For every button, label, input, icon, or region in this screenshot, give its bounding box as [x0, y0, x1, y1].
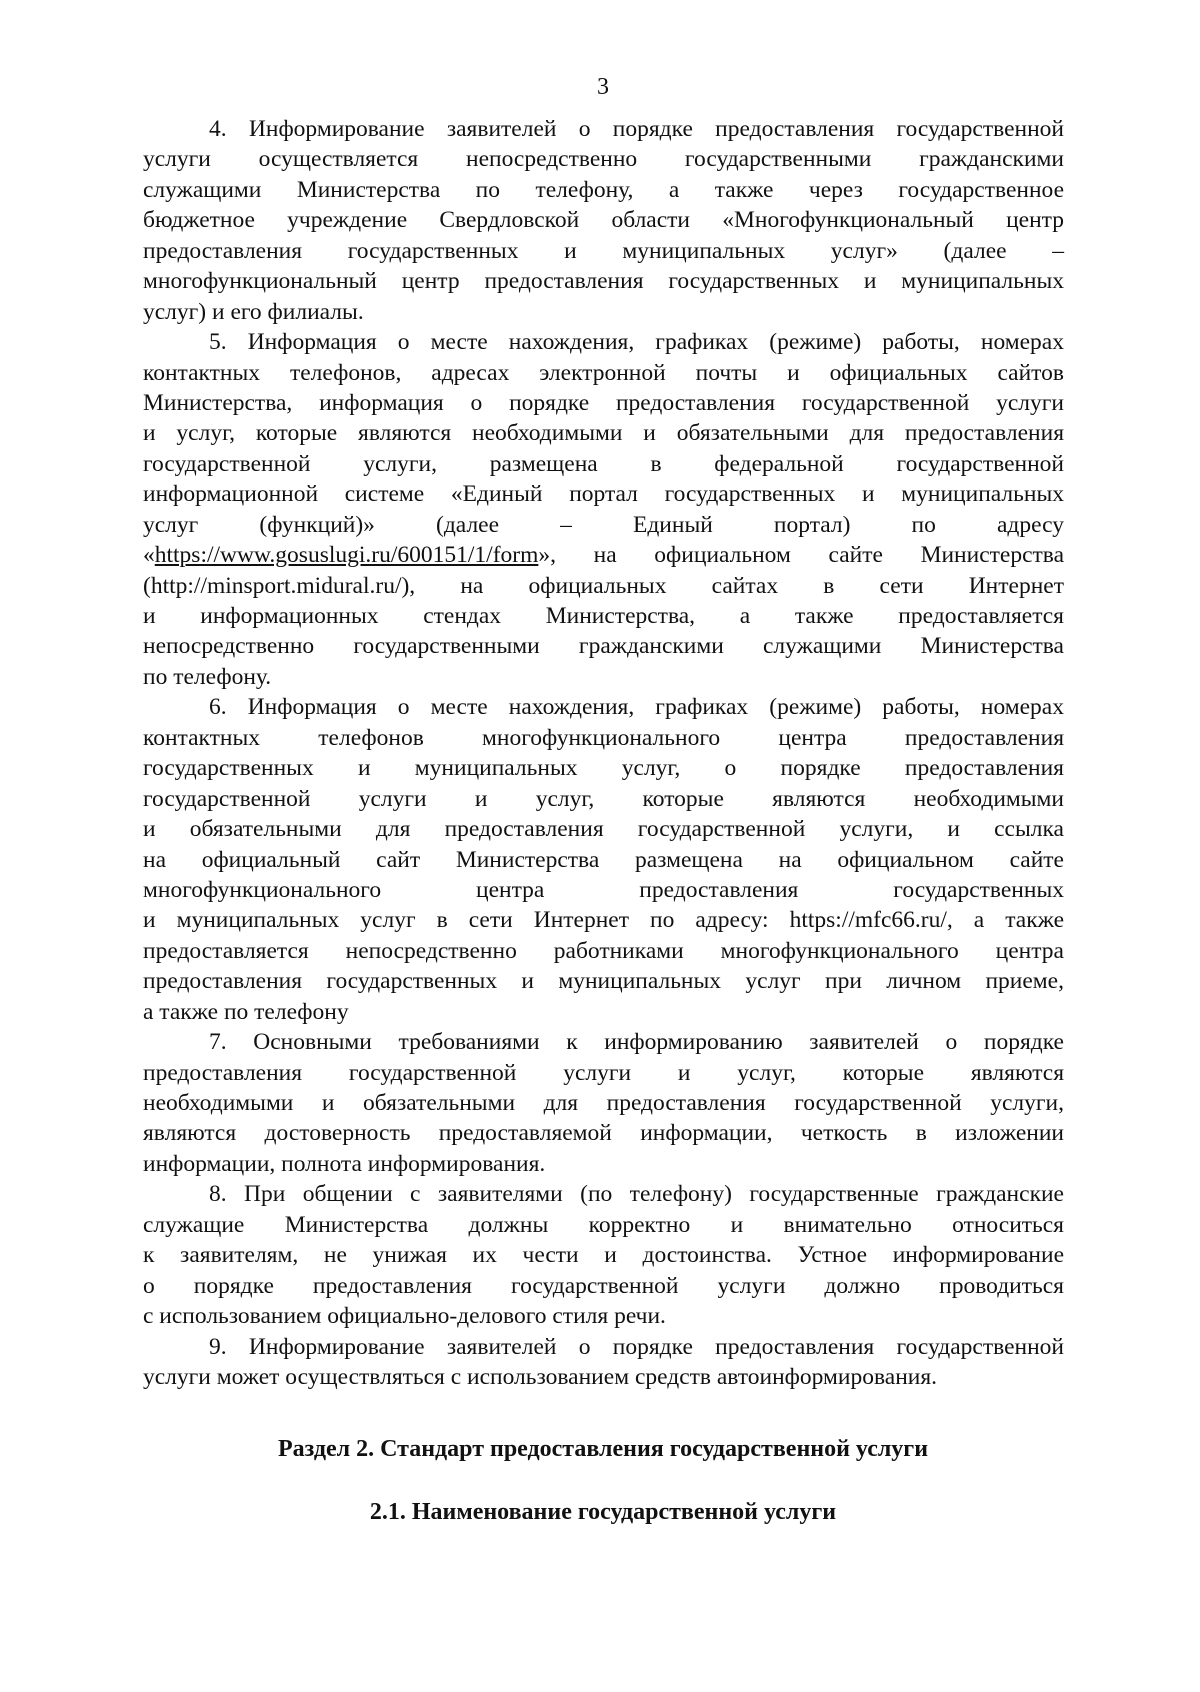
paragraph — [143, 114, 1064, 327]
text-line: непосредственно государственными гражданскими служащими Министерства — [143, 633, 1064, 660]
text-line: предоставления государственной услуги и услуг, которые являются — [143, 1059, 1064, 1086]
text-line: и муниципальных услуг в сети Интернет по адресу: https://mfc66.ru/, а также — [143, 907, 1064, 934]
paragraph — [143, 1332, 1064, 1393]
paragraph — [143, 692, 1064, 1027]
text-line: 8. При общении с заявителями (по телефону) государственные гражданские — [209, 1181, 1064, 1208]
text-line: а также по телефону — [143, 998, 349, 1025]
text-line: информационной системе «Единый портал государственных и муниципальных — [143, 481, 1064, 508]
text-line: необходимыми и обязательными для предоставления государственной услуги, — [143, 1090, 1064, 1116]
text-line: государственных и муниципальных услуг, о порядке предоставления — [143, 755, 1064, 782]
text-line: и информационных стендах Министерства, а также предоставляется — [143, 603, 1064, 629]
text-line: услуг) и его филиалы. — [143, 298, 364, 325]
paragraph — [143, 1179, 1064, 1331]
text-line: информации, полнота информирования. — [143, 1150, 546, 1177]
paragraph — [143, 1027, 1064, 1179]
gosuslugi-link[interactable]: https://www.gosuslugi.ru/600151/1/form — [154, 542, 539, 569]
text-line: 4. Информирование заявителей о порядке предоставления государственной — [209, 116, 1064, 142]
text-line: услуг (функций)» (далее – Единый портал) по адресу — [143, 511, 1064, 538]
document-body — [143, 114, 1064, 1392]
page-number: 3 — [597, 74, 609, 100]
text-line: с использованием официально-делового стиля речи. — [143, 1303, 666, 1330]
text-line: «https://www.gosuslugi.ru/600151/1/form», на официальном сайте Министерства — [143, 542, 1064, 569]
text-line: и обязательными для предоставления государственной услуги, и ссылка — [143, 816, 1064, 843]
text-line: предоставления государственных и муниципальных услуг при личном приеме, — [143, 968, 1064, 995]
text-line: бюджетное учреждение Свердловской области «Многофункциональный центр — [143, 207, 1064, 234]
text-line: являются достоверность предоставляемой информации, четкость в изложении — [143, 1120, 1064, 1147]
paragraph — [143, 327, 1064, 692]
text-line: контактных телефонов многофункционального центра предоставления — [143, 724, 1064, 751]
text-line: Министерства, информация о порядке предоставления государственной услуги — [143, 389, 1064, 416]
text-line: услуги может осуществляться с использованием средств автоинформирования. — [143, 1363, 938, 1390]
text-line: служащие Министерства должны корректно и внимательно относиться — [143, 1211, 1064, 1238]
section-heading: Раздел 2. Стандарт предоставления государственной услуги — [277, 1436, 929, 1462]
text-line: государственной услуги и услуг, которые являются необходимыми — [143, 785, 1064, 812]
text-line: и услуг, которые являются необходимыми и обязательными для предоставления — [143, 420, 1064, 447]
text-line: служащими Министерства по телефону, а также через государственное — [143, 176, 1064, 203]
text-line: 7. Основными требованиями к информированию заявителей о порядке — [209, 1029, 1064, 1056]
text-line: 6. Информация о месте нахождения, графиках (режиме) работы, номерах — [209, 694, 1064, 721]
text-line: предоставляется непосредственно работниками многофункционального центра — [143, 937, 1064, 964]
subsection-heading: 2.1. Наименование государственной услуги — [369, 1499, 837, 1525]
text-line: 5. Информация о месте нахождения, графиках (режиме) работы, номерах — [209, 329, 1064, 356]
text-line: к заявителям, не унижая их чести и достоинства. Устное информирование — [143, 1242, 1064, 1269]
text-line: о порядке предоставления государственной услуги должно проводиться — [143, 1272, 1064, 1299]
text-line: по телефону. — [143, 663, 272, 690]
text-line: предоставления государственных и муниципальных услуг» (далее – — [143, 237, 1064, 264]
text-line: контактных телефонов, адресах электронной почты и официальных сайтов — [143, 359, 1064, 386]
text-line: многофункционального центра предоставления государственных — [143, 876, 1064, 903]
text-line: 9. Информирование заявителей о порядке предоставления государственной — [209, 1333, 1064, 1360]
text-line: (http://minsport.midural.ru/), на официальных сайтах в сети Интернет — [143, 572, 1064, 599]
text-line: услуги осуществляется непосредственно государственными гражданскими — [143, 146, 1064, 173]
text-line: на официальный сайт Министерства размещена на официальном сайте — [143, 846, 1064, 873]
text-line: многофункциональный центр предоставления государственных и муниципальных — [143, 268, 1064, 295]
text-line: государственной услуги, размещена в федеральной государственной — [143, 450, 1064, 477]
